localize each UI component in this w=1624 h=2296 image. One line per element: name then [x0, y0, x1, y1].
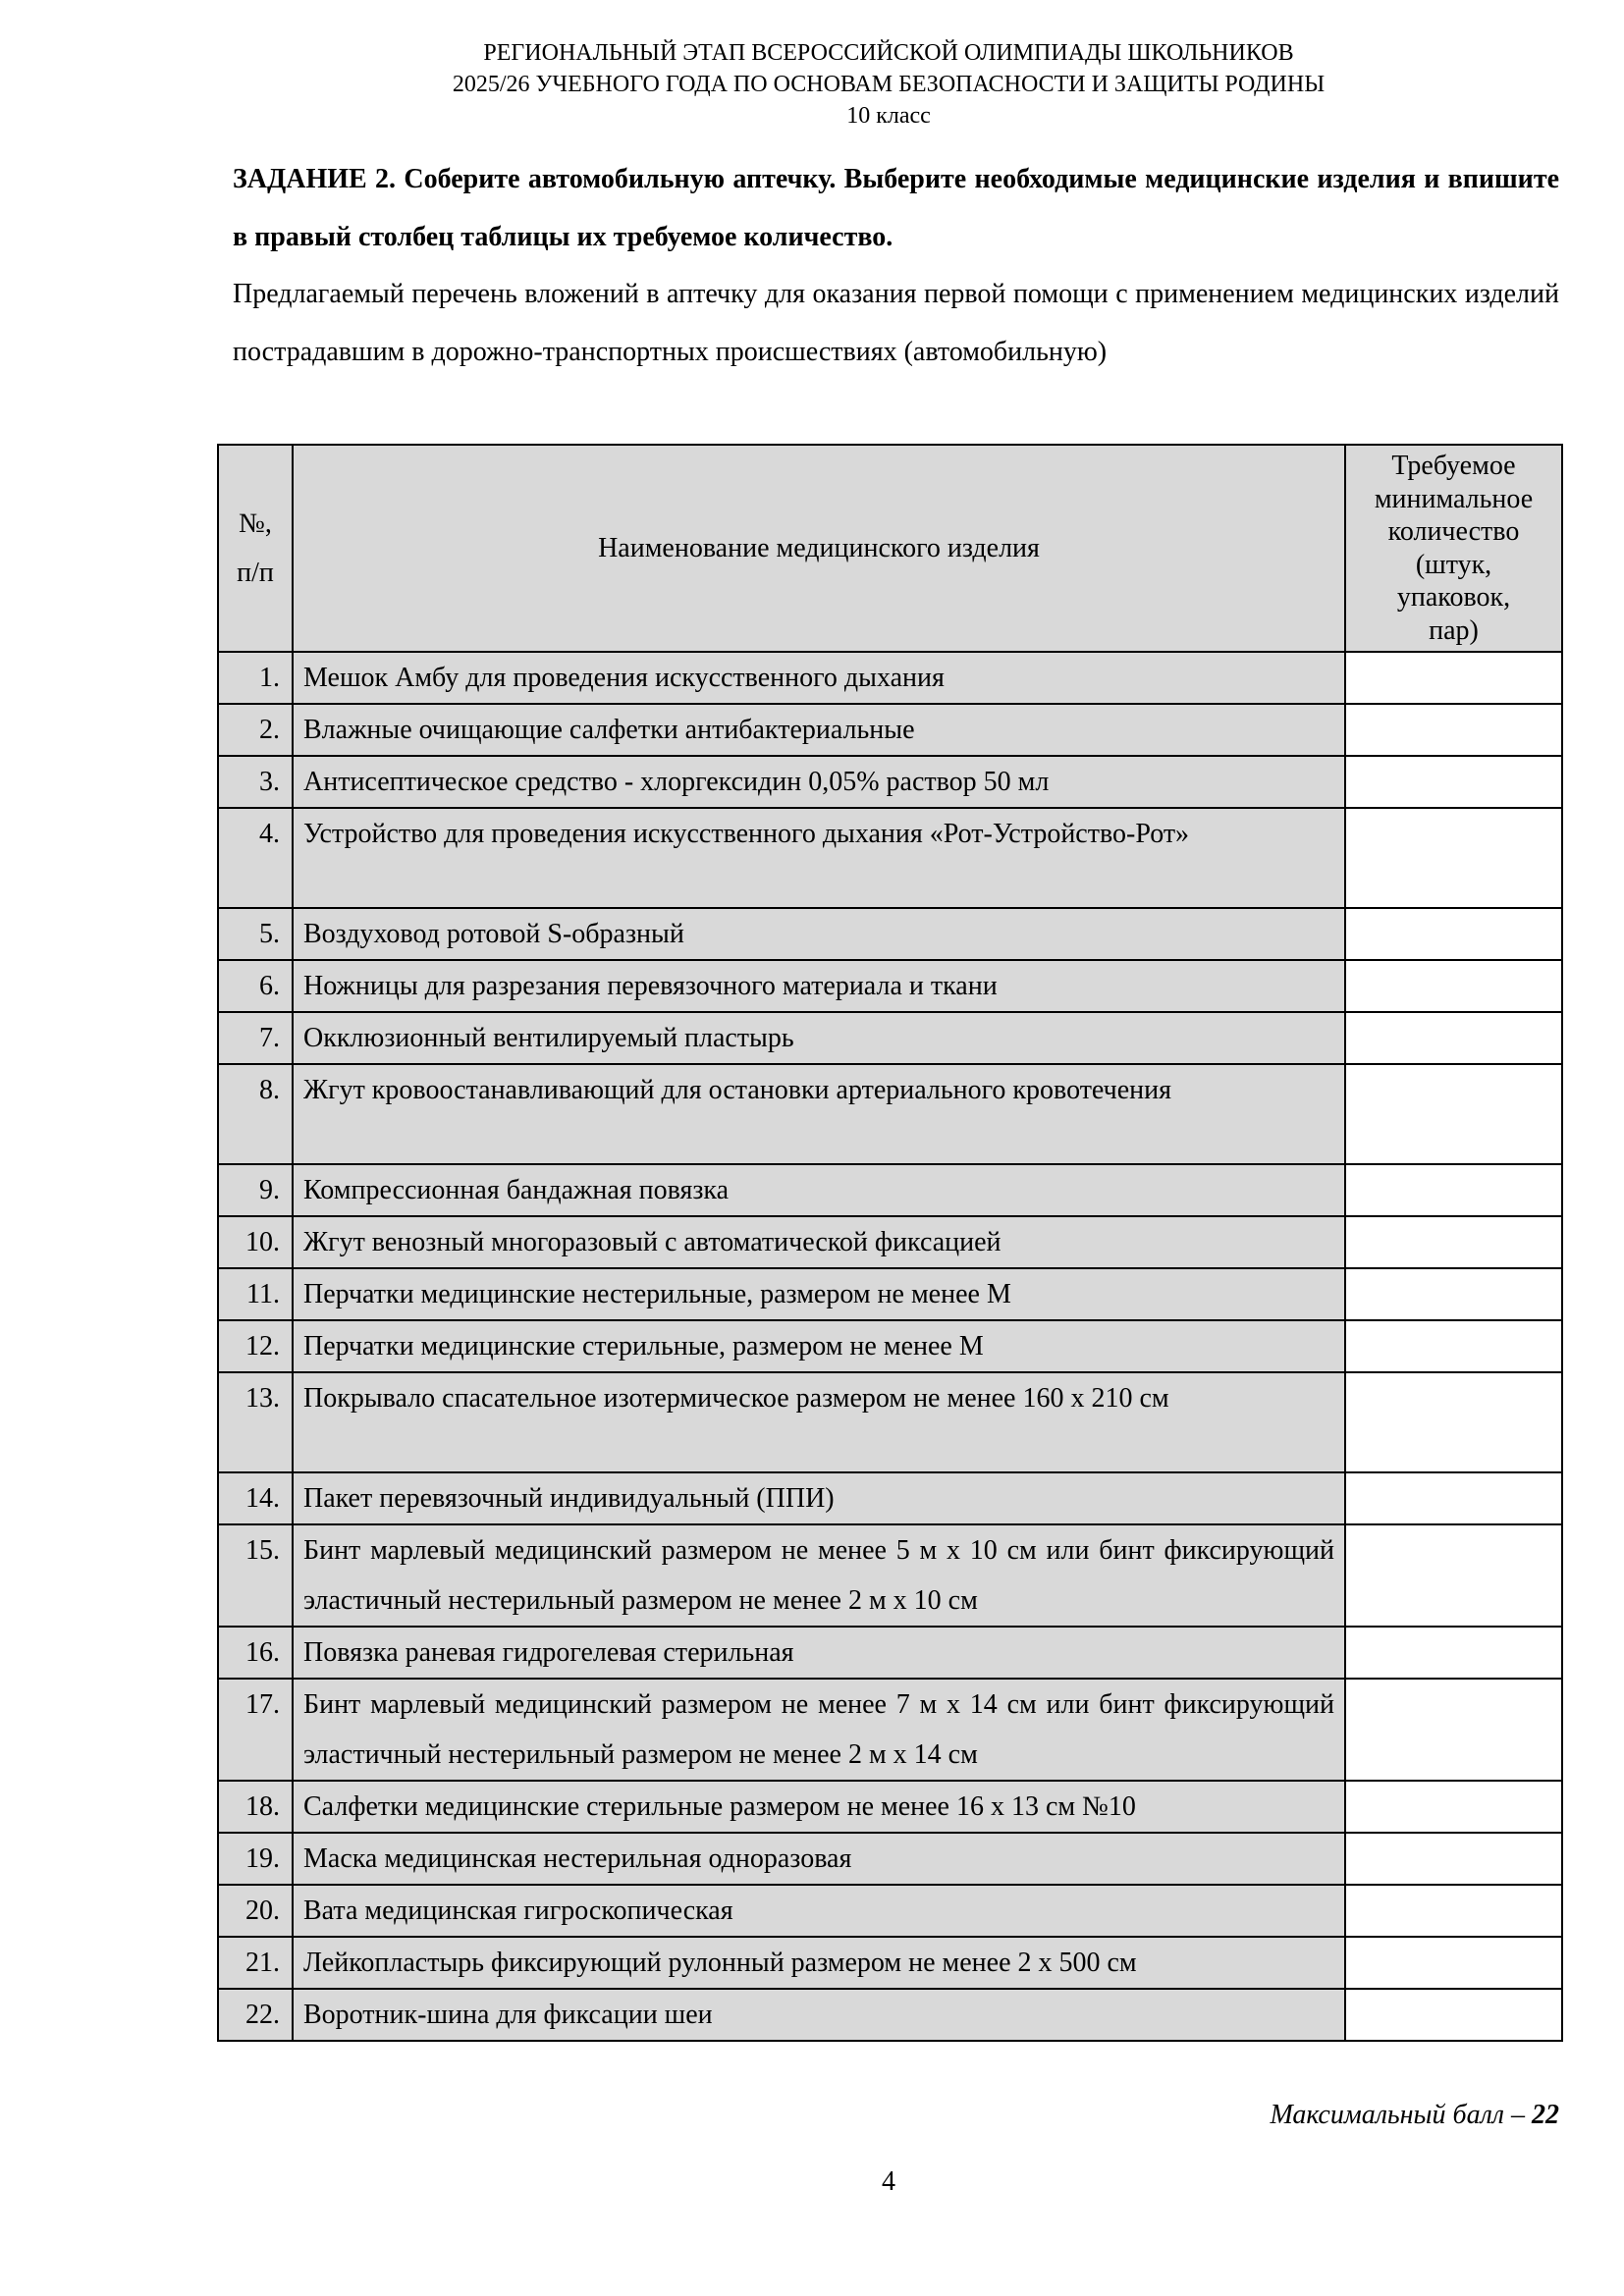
row-number: 6.: [218, 960, 293, 1012]
quantity-answer-cell[interactable]: [1345, 704, 1562, 756]
row-number: 21.: [218, 1937, 293, 1989]
quantity-answer-cell[interactable]: [1345, 1064, 1562, 1164]
page-header: [398, 37, 1380, 132]
table-row: [218, 1268, 1562, 1320]
table-row: [218, 1781, 1562, 1833]
quantity-header-line: пар): [1429, 614, 1479, 646]
quantity-answer-cell[interactable]: [1345, 652, 1562, 704]
quantity-header-line: Требуемое: [1391, 451, 1516, 481]
row-number: 14.: [218, 1472, 293, 1524]
row-number: 1.: [218, 652, 293, 704]
table-row: [218, 1679, 1562, 1781]
row-number: 3.: [218, 756, 293, 808]
column-header-name: Наименование медицинского изделия: [293, 445, 1345, 652]
row-number: 18.: [218, 1781, 293, 1833]
task-description: Предлагаемый перечень вложений в аптечку для оказания первой помощи с применением медицинских изделий пострадавшим в дорожно-транспортных происшествиях (автомобильную): [233, 279, 1559, 367]
item-name: Антисептическое средство - хлоргексидин 0,05% раствор 50 мл: [293, 756, 1345, 808]
table-row: [218, 1833, 1562, 1885]
quantity-header-line: количество: [1387, 516, 1520, 547]
quantity-answer-cell[interactable]: [1345, 1781, 1562, 1833]
item-name: Перчатки медицинские нестерильные, размером не менее М: [293, 1268, 1345, 1320]
table-row: [218, 1320, 1562, 1372]
quantity-answer-cell[interactable]: [1345, 808, 1562, 908]
item-name: Воздуховод ротовой S-образный: [293, 908, 1345, 960]
header-line-1: РЕГИОНАЛЬНЫЙ ЭТАП ВСЕРОССИЙСКОЙ ОЛИМПИАДЫ ШКОЛЬНИКОВ: [483, 40, 1294, 66]
max-score: [1270, 2098, 1559, 2133]
row-number: 12.: [218, 1320, 293, 1372]
quantity-answer-cell[interactable]: [1345, 1937, 1562, 1989]
column-header-number: [218, 445, 293, 652]
page-number: 4: [882, 2166, 895, 2197]
quantity-answer-cell[interactable]: [1345, 1833, 1562, 1885]
row-number: 19.: [218, 1833, 293, 1885]
max-score-value: 22: [1532, 2100, 1559, 2130]
table-row: [218, 1989, 1562, 2041]
quantity-answer-cell[interactable]: [1345, 1989, 1562, 2041]
table-row: [218, 908, 1562, 960]
item-name: Влажные очищающие салфетки антибактериальные: [293, 704, 1345, 756]
item-name: Вата медицинская гигроскопическая: [293, 1885, 1345, 1937]
row-number: 16.: [218, 1627, 293, 1679]
quantity-answer-cell[interactable]: [1345, 1216, 1562, 1268]
table-row: [218, 1012, 1562, 1064]
item-name: Окклюзионный вентилируемый пластырь: [293, 1012, 1345, 1064]
table-header-row: [218, 445, 1562, 652]
max-score-label: Максимальный балл –: [1270, 2100, 1532, 2130]
row-number: 7.: [218, 1012, 293, 1064]
item-name: Пакет перевязочный индивидуальный (ППИ): [293, 1472, 1345, 1524]
row-number: 22.: [218, 1989, 293, 2041]
quantity-answer-cell[interactable]: [1345, 1679, 1562, 1781]
quantity-answer-cell[interactable]: [1345, 756, 1562, 808]
row-number: 13.: [218, 1372, 293, 1472]
table-row: [218, 1472, 1562, 1524]
item-name: Бинт марлевый медицинский размером не менее 5 м х 10 см или бинт фиксирующий эластичный нестерильный размером не менее 2 м х 10 см: [293, 1524, 1345, 1627]
column-header-number-line-2: п/п: [237, 557, 274, 588]
table-row: [218, 1524, 1562, 1627]
table-row: [218, 1372, 1562, 1472]
item-name: Мешок Амбу для проведения искусственного дыхания: [293, 652, 1345, 704]
table-row: [218, 652, 1562, 704]
item-name: Перчатки медицинские стерильные, размером не менее М: [293, 1320, 1345, 1372]
row-number: 15.: [218, 1524, 293, 1627]
column-header-quantity: [1345, 445, 1562, 652]
quantity-answer-cell[interactable]: [1345, 1164, 1562, 1216]
quantity-header-line: упаковок,: [1396, 582, 1511, 613]
item-name: Жгут кровоостанавливающий для остановки артериального кровотечения: [293, 1064, 1345, 1164]
item-name: Салфетки медицинские стерильные размером не менее 16 х 13 см №10: [293, 1781, 1345, 1833]
row-number: 20.: [218, 1885, 293, 1937]
quantity-answer-cell[interactable]: [1345, 1627, 1562, 1679]
quantity-header-line: (штук,: [1415, 549, 1492, 580]
item-name: Жгут венозный многоразовый с автоматической фиксацией: [293, 1216, 1345, 1268]
item-name: Маска медицинская нестерильная одноразовая: [293, 1833, 1345, 1885]
header-line-2: 2025/26 УЧЕБНОГО ГОДА ПО ОСНОВАМ БЕЗОПАСНОСТИ И ЗАЩИТЫ РОДИНЫ: [452, 72, 1326, 97]
quantity-answer-cell[interactable]: [1345, 1524, 1562, 1627]
row-number: 17.: [218, 1679, 293, 1781]
quantity-answer-cell[interactable]: [1345, 1885, 1562, 1937]
column-header-number-line-1: №,: [239, 507, 272, 539]
item-name: Устройство для проведения искусственного дыхания «Рот-Устройство-Рот»: [293, 808, 1345, 908]
quantity-answer-cell[interactable]: [1345, 1320, 1562, 1372]
row-number: 4.: [218, 808, 293, 908]
table-row: [218, 1627, 1562, 1679]
item-name: Воротник-шина для фиксации шеи: [293, 1989, 1345, 2041]
quantity-answer-cell[interactable]: [1345, 1012, 1562, 1064]
row-number: 8.: [218, 1064, 293, 1164]
table-row: [218, 1164, 1562, 1216]
row-number: 10.: [218, 1216, 293, 1268]
table-row: [218, 756, 1562, 808]
task-block: [233, 151, 1559, 381]
header-grade: 10 класс: [846, 103, 931, 129]
table-row: [218, 1937, 1562, 1989]
item-name: Лейкопластырь фиксирующий рулонный размером не менее 2 х 500 см: [293, 1937, 1345, 1989]
task-title: ЗАДАНИЕ 2. Соберите автомобильную аптечку. Выберите необходимые медицинские изделия и впишите в правый столбец таблицы их требуемое количество.: [233, 164, 1559, 252]
quantity-answer-cell[interactable]: [1345, 1268, 1562, 1320]
item-name: Покрывало спасательное изотермическое размером не менее 160 х 210 см: [293, 1372, 1345, 1472]
quantity-answer-cell[interactable]: [1345, 1472, 1562, 1524]
table-row: [218, 1885, 1562, 1937]
row-number: 5.: [218, 908, 293, 960]
row-number: 2.: [218, 704, 293, 756]
table-row: [218, 704, 1562, 756]
item-name: Повязка раневая гидрогелевая стерильная: [293, 1627, 1345, 1679]
item-name: Компрессионная бандажная повязка: [293, 1164, 1345, 1216]
item-name: Бинт марлевый медицинский размером не менее 7 м х 14 см или бинт фиксирующий эластичный нестерильный размером не менее 2 м х 14 см: [293, 1679, 1345, 1781]
quantity-header-line: минимальное: [1374, 483, 1534, 514]
table-row: [218, 960, 1562, 1012]
quantity-answer-cell[interactable]: [1345, 908, 1562, 960]
quantity-answer-cell[interactable]: [1345, 1372, 1562, 1472]
item-name: Ножницы для разрезания перевязочного материала и ткани: [293, 960, 1345, 1012]
table-row: [218, 808, 1562, 908]
table-row: [218, 1216, 1562, 1268]
row-number: 9.: [218, 1164, 293, 1216]
row-number: 11.: [218, 1268, 293, 1320]
table-row: [218, 1064, 1562, 1164]
first-aid-kit-table: [217, 444, 1563, 2042]
quantity-answer-cell[interactable]: [1345, 960, 1562, 1012]
